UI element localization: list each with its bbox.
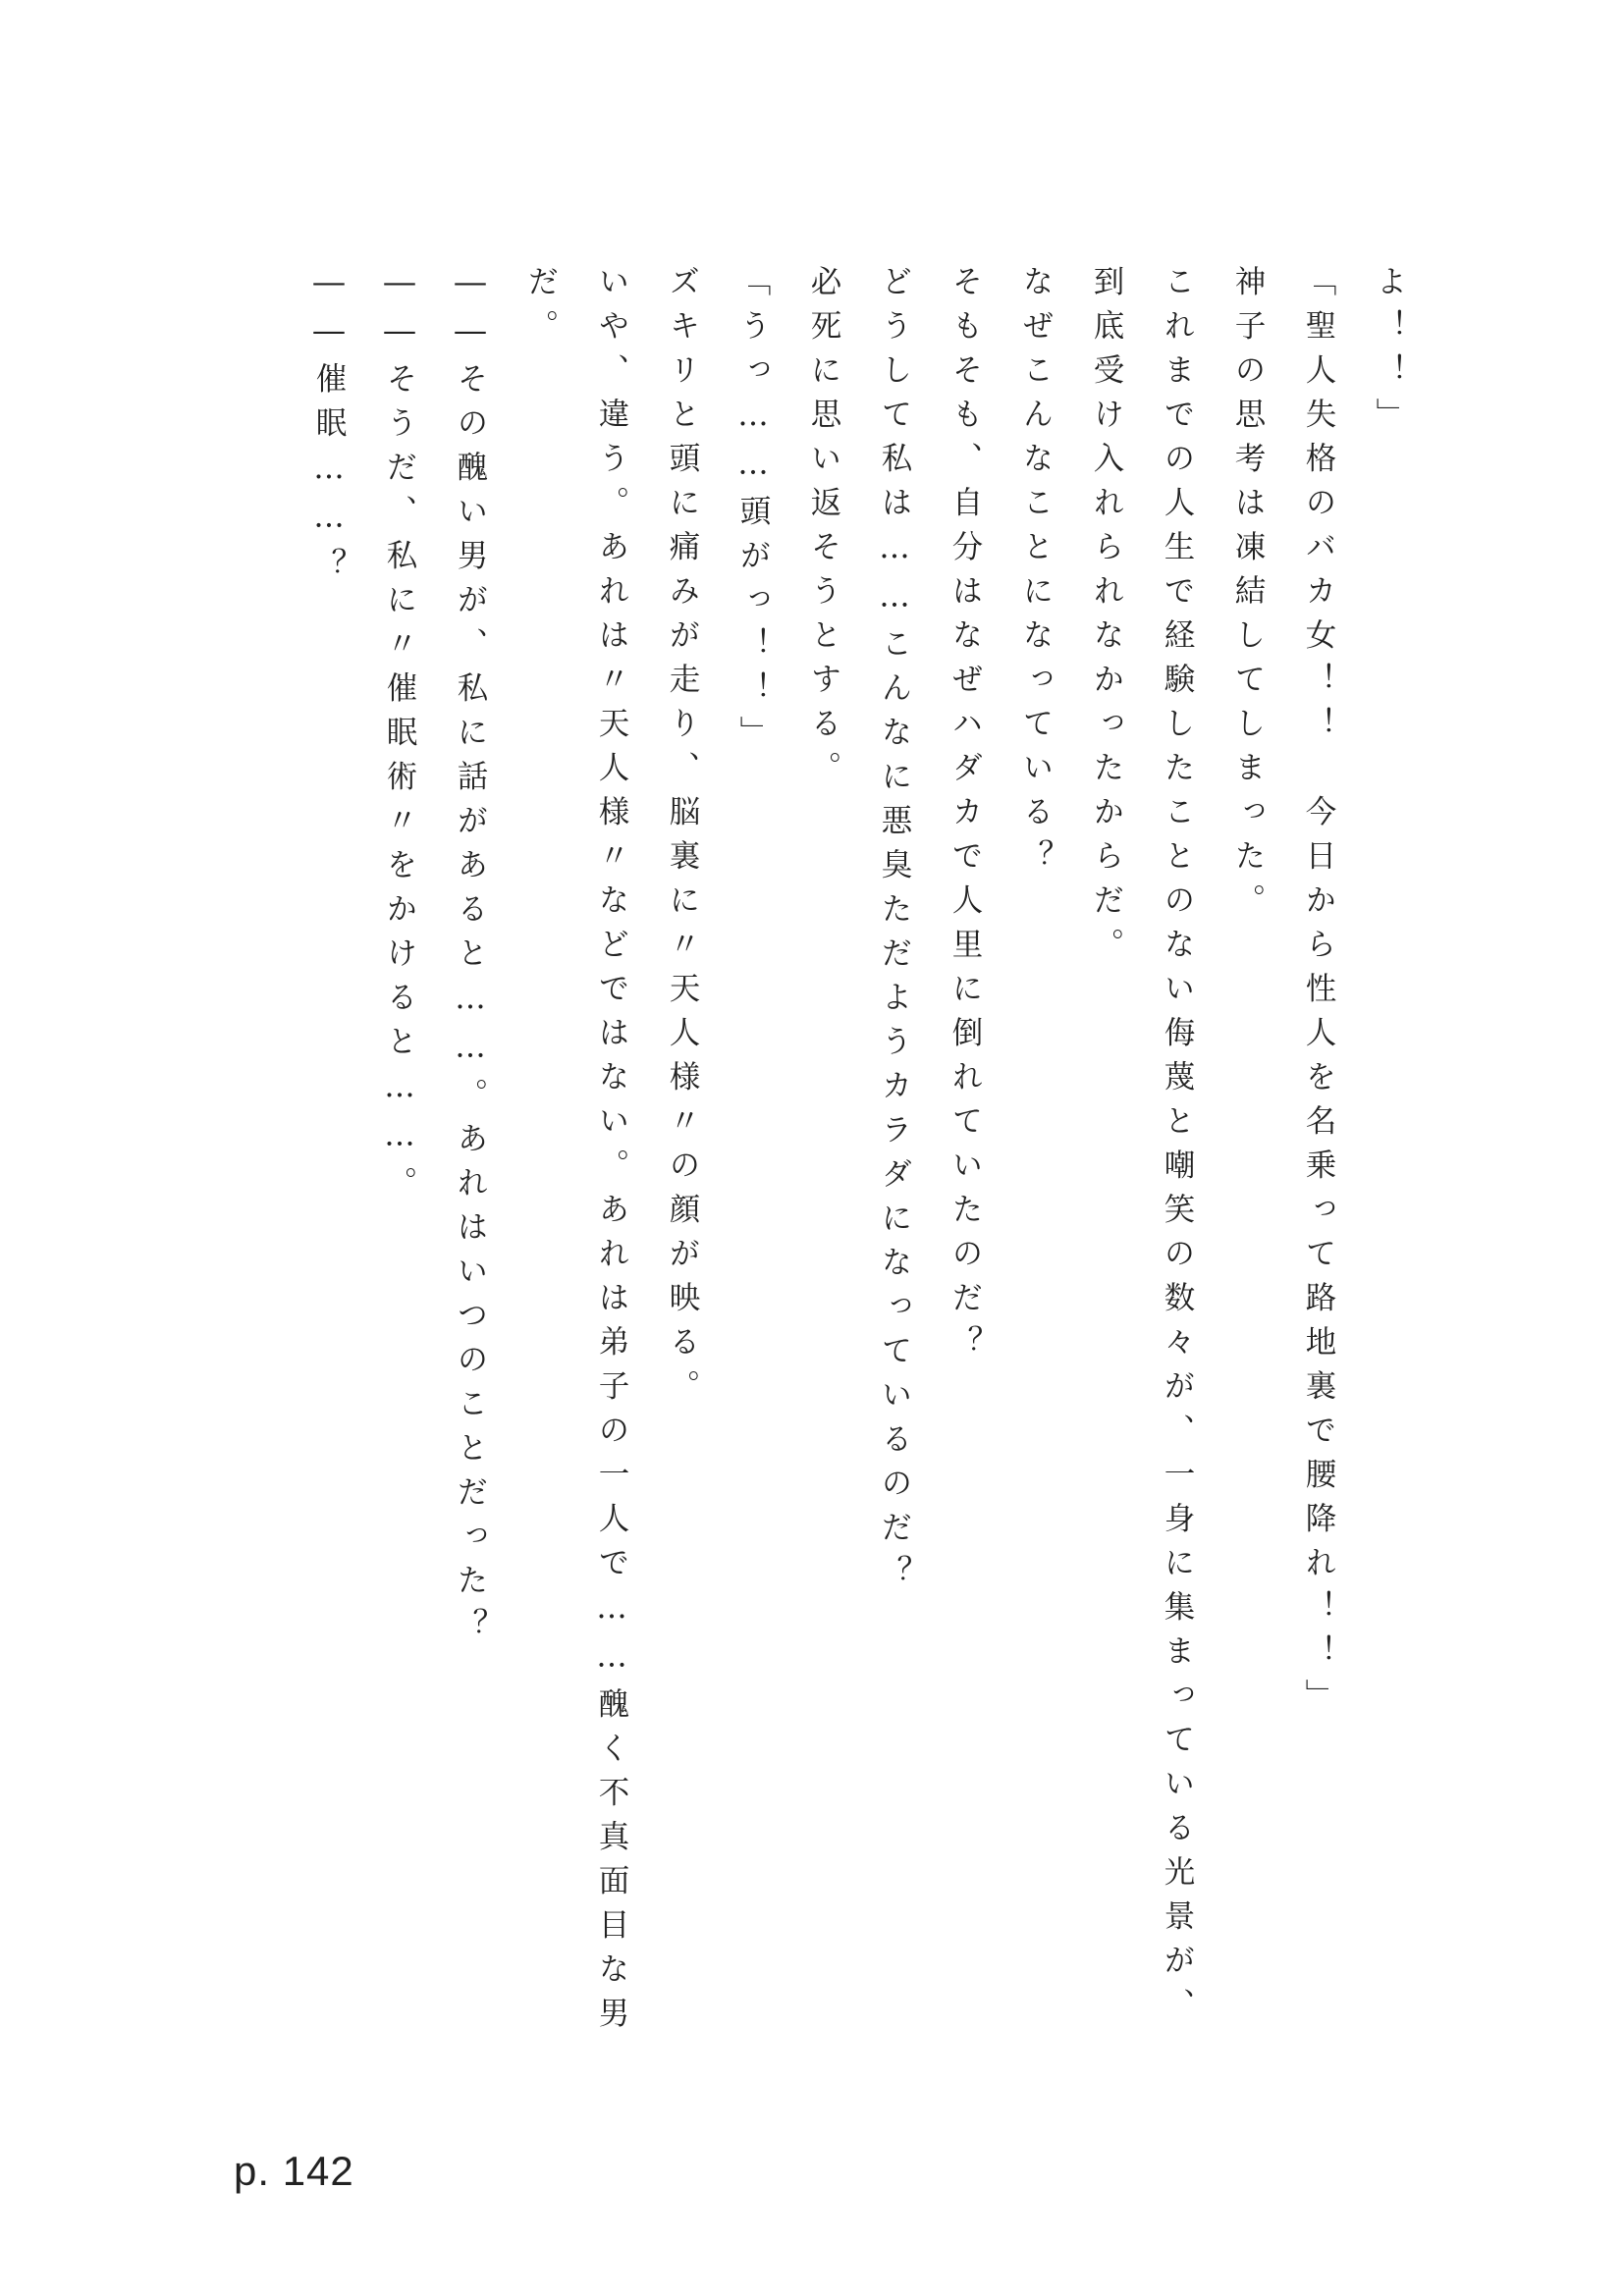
text-line: いや、違う。あれは〃天人様〃などではない。あれは弟子の一人で……醜く不真面目な男 (594, 265, 629, 2041)
text-line: 神子の思考は凍結してしまった。 (1230, 265, 1266, 928)
text-line: ――催眠……？ (311, 265, 347, 592)
text-line: よ！！」 (1372, 265, 1407, 442)
text-line: ――そうだ、私に〃催眠術〃をかけると……。 (382, 265, 417, 1210)
text-line: 到底受け入れられなかったからだ。 (1089, 265, 1124, 972)
vertical-text-block (311, 265, 1407, 2110)
text-line: なぜこんなことになっている？ (1018, 265, 1054, 883)
text-line: これまでの人生で経験したことのない侮蔑と嘲笑の数々が、一身に集まっている光景が、 (1160, 265, 1195, 2032)
text-line: ――その醜い男が、私に話があると……。あれはいつのことだった？ (453, 265, 488, 1652)
text-line: 必死に思い返そうとする。 (806, 265, 841, 795)
text-line: だ。 (523, 265, 559, 353)
text-line: そもそも、自分はなぜハダカで人里に倒れていたのだ？ (947, 265, 983, 1369)
text-line: どうして私は……こんなに悪臭ただようカラダになっているのだ？ (877, 265, 912, 1599)
text-line: 「聖人失格のバカ女！！ 今日から性人を名乗って路地裏で腰降れ！！」 (1301, 265, 1336, 1723)
page-number: p. 142 (234, 2148, 354, 2194)
text-line: ズキリと頭に痛みが走り、脳裏に〃天人様〃の顔が映る。 (665, 265, 700, 1414)
text-line: 「うっ……頭がっ！！」 (735, 265, 771, 760)
